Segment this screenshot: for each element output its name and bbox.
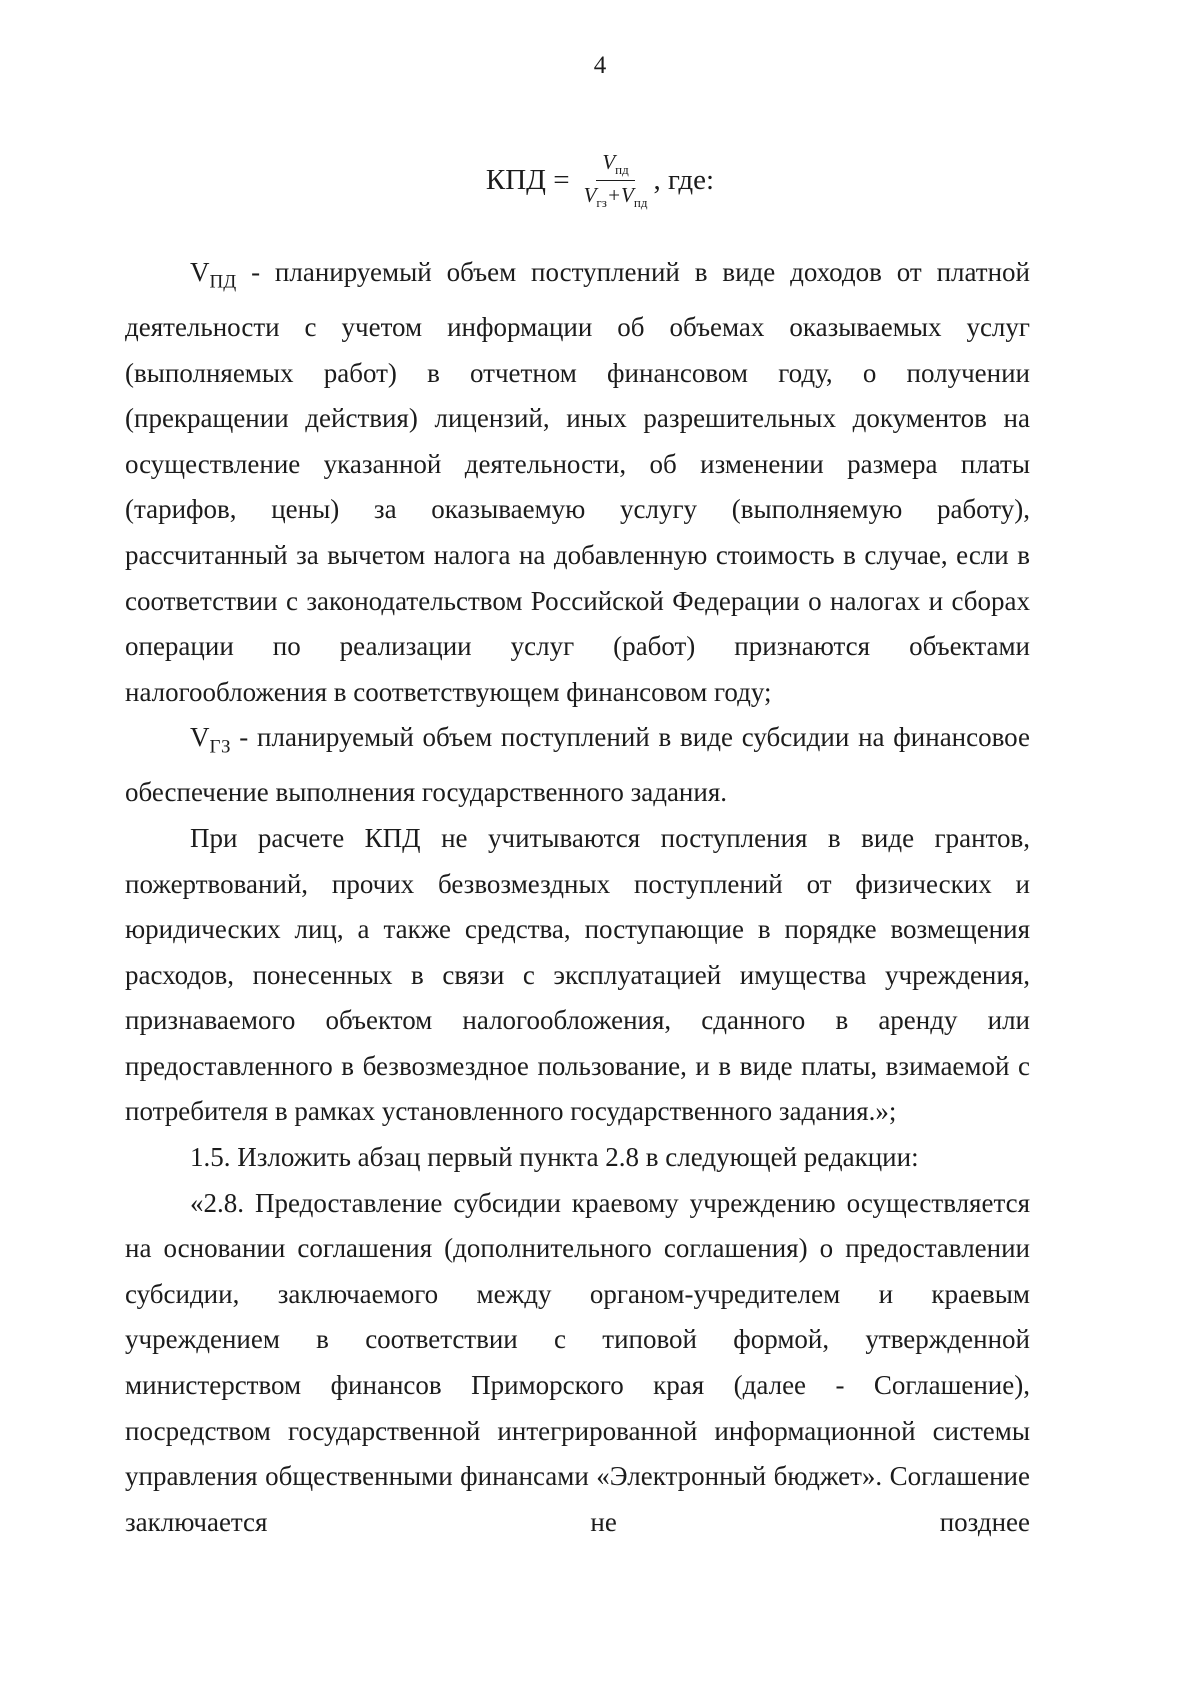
formula-denominator-a-sub: гз <box>596 195 607 211</box>
paragraph-amendment-1-5: 1.5. Изложить абзац первый пункта 2.8 в следующей редакции: <box>190 1142 919 1173</box>
formula-tail: , где: <box>653 164 715 197</box>
paragraph-kpd-exclusions: При расчете КПД не учитываются поступления в виде грантов, пожертвований, прочих безвозмездных поступлений от физических и юридических лиц, а также средства, поступающие в порядке возмещения расходов, понесенных в связи с эксплуатацией имущества учреждения, признаваемого объектом налогообложения, сданного в аренду или предоставленного в безвозмездное пользование, и в виде платы, взимаемой с потребителя в рамках установленного государственного задания.»; <box>125 822 1030 1127</box>
v-pd-symbol: V <box>190 257 210 287</box>
formula-denominator-b-sub: пд <box>633 195 648 211</box>
formula-fraction <box>584 150 648 211</box>
page-number: 4 <box>593 52 607 79</box>
v-gz-symbol: V <box>190 722 210 753</box>
paragraph-v-pd-definition <box>125 250 1030 715</box>
formula-lhs: КПД = <box>485 164 570 197</box>
formula-denominator-a-symbol: V <box>583 183 597 208</box>
formula-denominator <box>584 181 648 211</box>
paragraph-v-gz-definition <box>125 715 1030 816</box>
formula-plus: + <box>606 183 622 208</box>
document-body <box>125 250 1030 1545</box>
v-gz-definition-text: - планируемый объем поступлений в виде субсидии на финансовое обеспечение выполнения государственного задания. <box>125 722 1030 808</box>
v-pd-subscript: ПД <box>209 271 237 293</box>
v-pd-definition-text: - планируемый объем поступлений в виде доходов от платной деятельности с учетом информации об объемах оказываемых услуг (выполняемых работ) в отчетном финансовом году, о получении (прекращении действия) лицензий, иных разрешительных документов на осуществление указанной деятельности, об изменении размера платы (тарифов, цены) за оказываемую услугу (выполняемую работу), рассчитанный за вычетом налога на добавленную стоимость в случае, если в соответствии с законодательством Российской Федерации о налогах и сборах операции по реализации услуг (работ) признаются объектами налогообложения в соответствующем финансовом году; <box>125 257 1030 707</box>
formula-numerator <box>596 150 634 181</box>
formula-numerator-symbol: V <box>602 150 616 174</box>
v-gz-subscript: ГЗ <box>209 736 231 758</box>
paragraph-clause-2-8: «2.8. Предоставление субсидии краевому учреждению осуществляется на основании соглашения (дополнительного соглашения) о предоставлении субсидии, заключаемого между органом-учредителем и краевым учреждением в соответствии с типовой формой, утвержденной министерством финансов Приморского края (далее - Соглашение), посредством государственной интегрированной информационной системы управления общественными финансами «Электронный бюджет». Соглашение заключается не позднее <box>125 1187 1030 1537</box>
formula-denominator-b-symbol: V <box>621 183 634 208</box>
formula-numerator-sub: пд <box>615 162 629 178</box>
kpd-formula <box>0 150 1200 211</box>
